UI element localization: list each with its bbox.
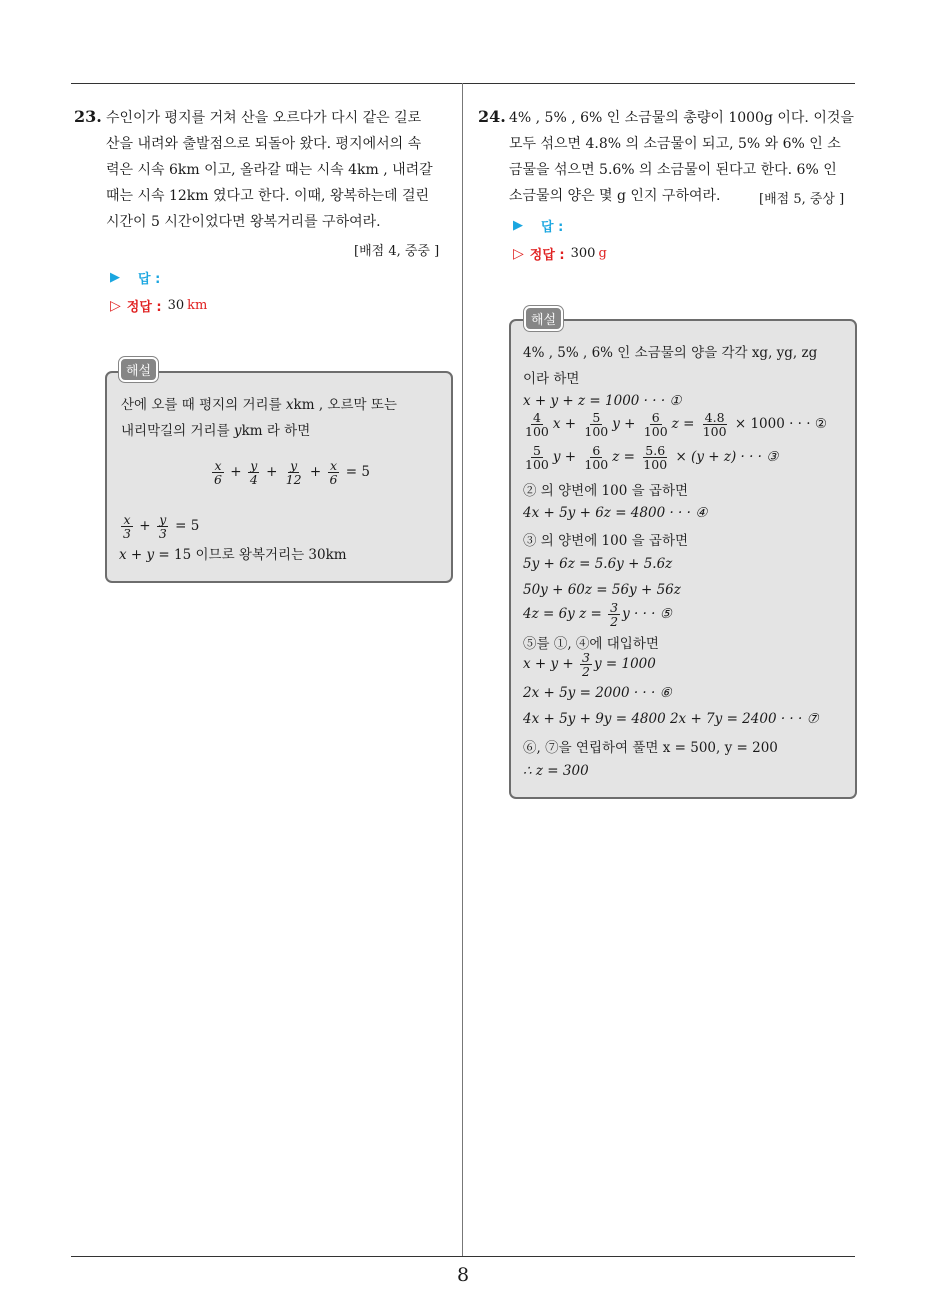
answer-line: [513, 216, 563, 235]
solution-tag: 해설: [119, 357, 158, 382]
solution-line: x + y + z = 1000 · · · ①: [523, 393, 682, 409]
question-number: 24.: [478, 107, 506, 126]
outline-triangle-icon: ▷: [513, 245, 524, 262]
solution-line: 산에 오를 때 평지의 거리를 xkm , 오르막 또는: [121, 397, 397, 413]
equation-2: $\frac{4}{100}$ x + $\frac{5}{100}$ y + $\frac{6}{100}$ z = $\frac{4.8}{100}$ × 1000 · · · ②: [525, 410, 827, 439]
solution-line: ⑤를 ①, ④에 대입하면: [523, 636, 659, 652]
solution-box: [509, 319, 857, 799]
correct-label: 정답 :: [126, 300, 162, 315]
outline-triangle-icon: ▷: [110, 297, 121, 314]
correct-value: 30: [167, 298, 185, 313]
column-divider: [462, 83, 463, 1256]
question-text: [106, 105, 454, 235]
solution-line: 2x + 5y = 2000 · · · ⑥: [523, 685, 672, 701]
score-meta: [배점 4, 중중 ]: [354, 244, 440, 259]
top-rule: [71, 83, 855, 84]
solution-line: ③ 의 양변에 100 을 곱하면: [523, 533, 689, 549]
solution-line: 50y + 60z = 56y + 56z: [523, 582, 681, 598]
text-line: 수인이가 평지를 거쳐 산을 오르다가 다시 같은 길로: [106, 110, 422, 126]
page-number: 8: [456, 1264, 470, 1286]
text-line: 금물을 섞으면 5.6% 의 소금물이 된다고 한다. 6% 인: [509, 162, 837, 178]
solution-line: 내리막길의 거리를 ykm 라 하면: [121, 423, 311, 439]
solution-line: 5y + 6z = 5.6y + 5.6z: [523, 556, 673, 572]
answer-label: 답 :: [138, 272, 161, 287]
solution-line: ∴ z = 300: [523, 763, 589, 779]
text-line: 소금물의 양은 몇 g 인지 구하여라.: [509, 188, 721, 204]
solution-box: [105, 371, 453, 583]
text-line: 모두 섞으면 4.8% 의 소금물이 되고, 5% 와 6% 인 소: [509, 136, 841, 152]
play-triangle-icon: ▶: [110, 270, 120, 285]
score-meta: [배점 5, 중상 ]: [759, 192, 845, 207]
correct-label: 정답 :: [529, 248, 565, 263]
correct-answer-line: [110, 296, 207, 315]
answer-label: 답 :: [541, 220, 564, 235]
play-triangle-icon: ▶: [513, 218, 523, 233]
solution-line: ② 의 양변에 100 을 곱하면: [523, 483, 689, 499]
text-line: 4% , 5% , 6% 인 소금물의 총량이 1000g 이다. 이것을: [509, 110, 854, 126]
bottom-rule: [71, 1256, 855, 1257]
equation-3: $\frac{5}{100}$ y + $\frac{6}{100}$ z = $\frac{5.6}{100}$ × (y + z) · · · ③: [525, 443, 779, 472]
answer-line: [110, 268, 160, 287]
simplified-equation: $\frac{x}{3}$ + $\frac{y}{3}$ = 5: [123, 512, 200, 541]
correct-unit: km: [187, 298, 208, 313]
solution-line: 4z = 6y z = $\frac{3}{2}$ y · · · ⑤: [523, 600, 672, 629]
solution-line: 4% , 5% , 6% 인 소금물의 양을 각각 xg, yg, zg: [523, 345, 818, 361]
correct-unit: g: [598, 246, 607, 261]
correct-answer-line: [513, 244, 607, 263]
text-line: 때는 시속 12km 였다고 한다. 이때, 왕복하는데 걸린: [106, 188, 430, 204]
solution-line: x + y + $\frac{3}{2}$ y = 1000: [523, 650, 656, 679]
solution-line: 이라 하면: [523, 371, 580, 387]
question-number: 23.: [74, 107, 102, 126]
text-line: 산을 내려와 출발점으로 되돌아 왔다. 평지에서의 속: [106, 136, 422, 152]
text-line: 시간이 5 시간이었다면 왕복거리를 구하여라.: [106, 214, 381, 230]
solution-line: 4x + 5y + 6z = 4800 · · · ④: [523, 505, 708, 521]
correct-value: 300: [570, 246, 596, 261]
text-line: 력은 시속 6km 이고, 올라갈 때는 시속 4km , 내려갈: [106, 162, 433, 178]
solution-tag: 해설: [524, 306, 563, 331]
solution-line: 4x + 5y + 9y = 4800 2x + 7y = 2400 · · · ⑦: [523, 711, 819, 727]
solution-conclusion: x + y = 15 이므로 왕복거리는 30km: [119, 547, 347, 563]
solution-line: ⑥, ⑦을 연립하여 풀면 x = 500, y = 200: [523, 740, 778, 756]
main-equation: $\frac{x}{6}$ + $\frac{y}{4}$ + $\frac{y}{12}$ + $\frac{x}{6}$ = 5: [214, 458, 370, 487]
